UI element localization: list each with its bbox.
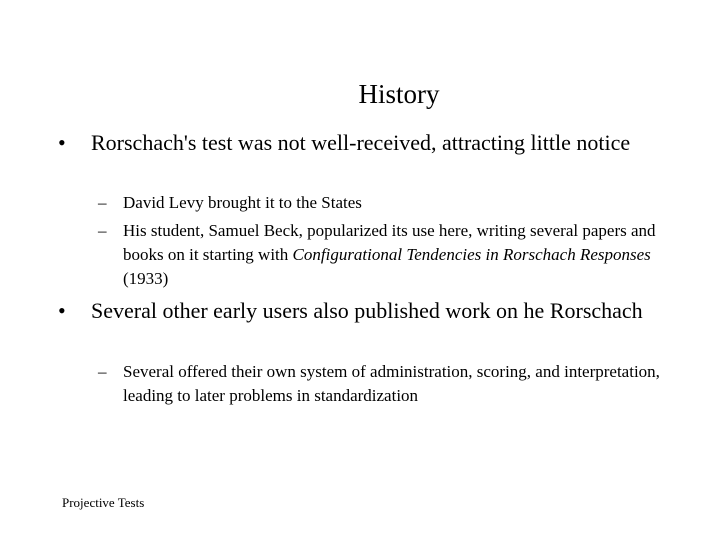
bullet-2-text: Several other early users also published work on he Rorschach [91, 298, 643, 323]
slide-title [0, 78, 720, 110]
bullet-1 [58, 130, 658, 156]
book-title: Configurational Tendencies in Rorschach Responses [292, 245, 651, 264]
sub-bullet-1-2 [98, 219, 670, 291]
sub-bullet-2-1 [98, 360, 670, 408]
bullet-1-text: Rorschach's test was not well-received, attracting little notice [91, 130, 631, 155]
sub-bullet-2-1-text: Several offered their own system of administration, scoring, and interpretation, leading to later problems in standardization [123, 362, 660, 405]
bullet-glyph: • [58, 130, 66, 155]
sub-bullet-1-1 [98, 191, 670, 215]
sub-bullet-1-1-text: David Levy brought it to the States [123, 193, 362, 212]
dash-glyph: – [98, 193, 107, 212]
sub-bullet-1-2-after: (1933) [123, 269, 169, 288]
dash-glyph: – [98, 221, 107, 240]
bullet-glyph: • [58, 298, 66, 323]
slide-footer: Projective Tests [62, 495, 145, 510]
bullet-2 [58, 298, 658, 324]
sub-bullet-1-2-before: His student, Samuel Beck, popularized its use here, writing several papers and books on it starting with [123, 221, 656, 264]
dash-glyph: – [98, 362, 107, 381]
sub-bullet-1-2-text [123, 219, 670, 291]
slide-title-text: History [358, 79, 440, 109]
